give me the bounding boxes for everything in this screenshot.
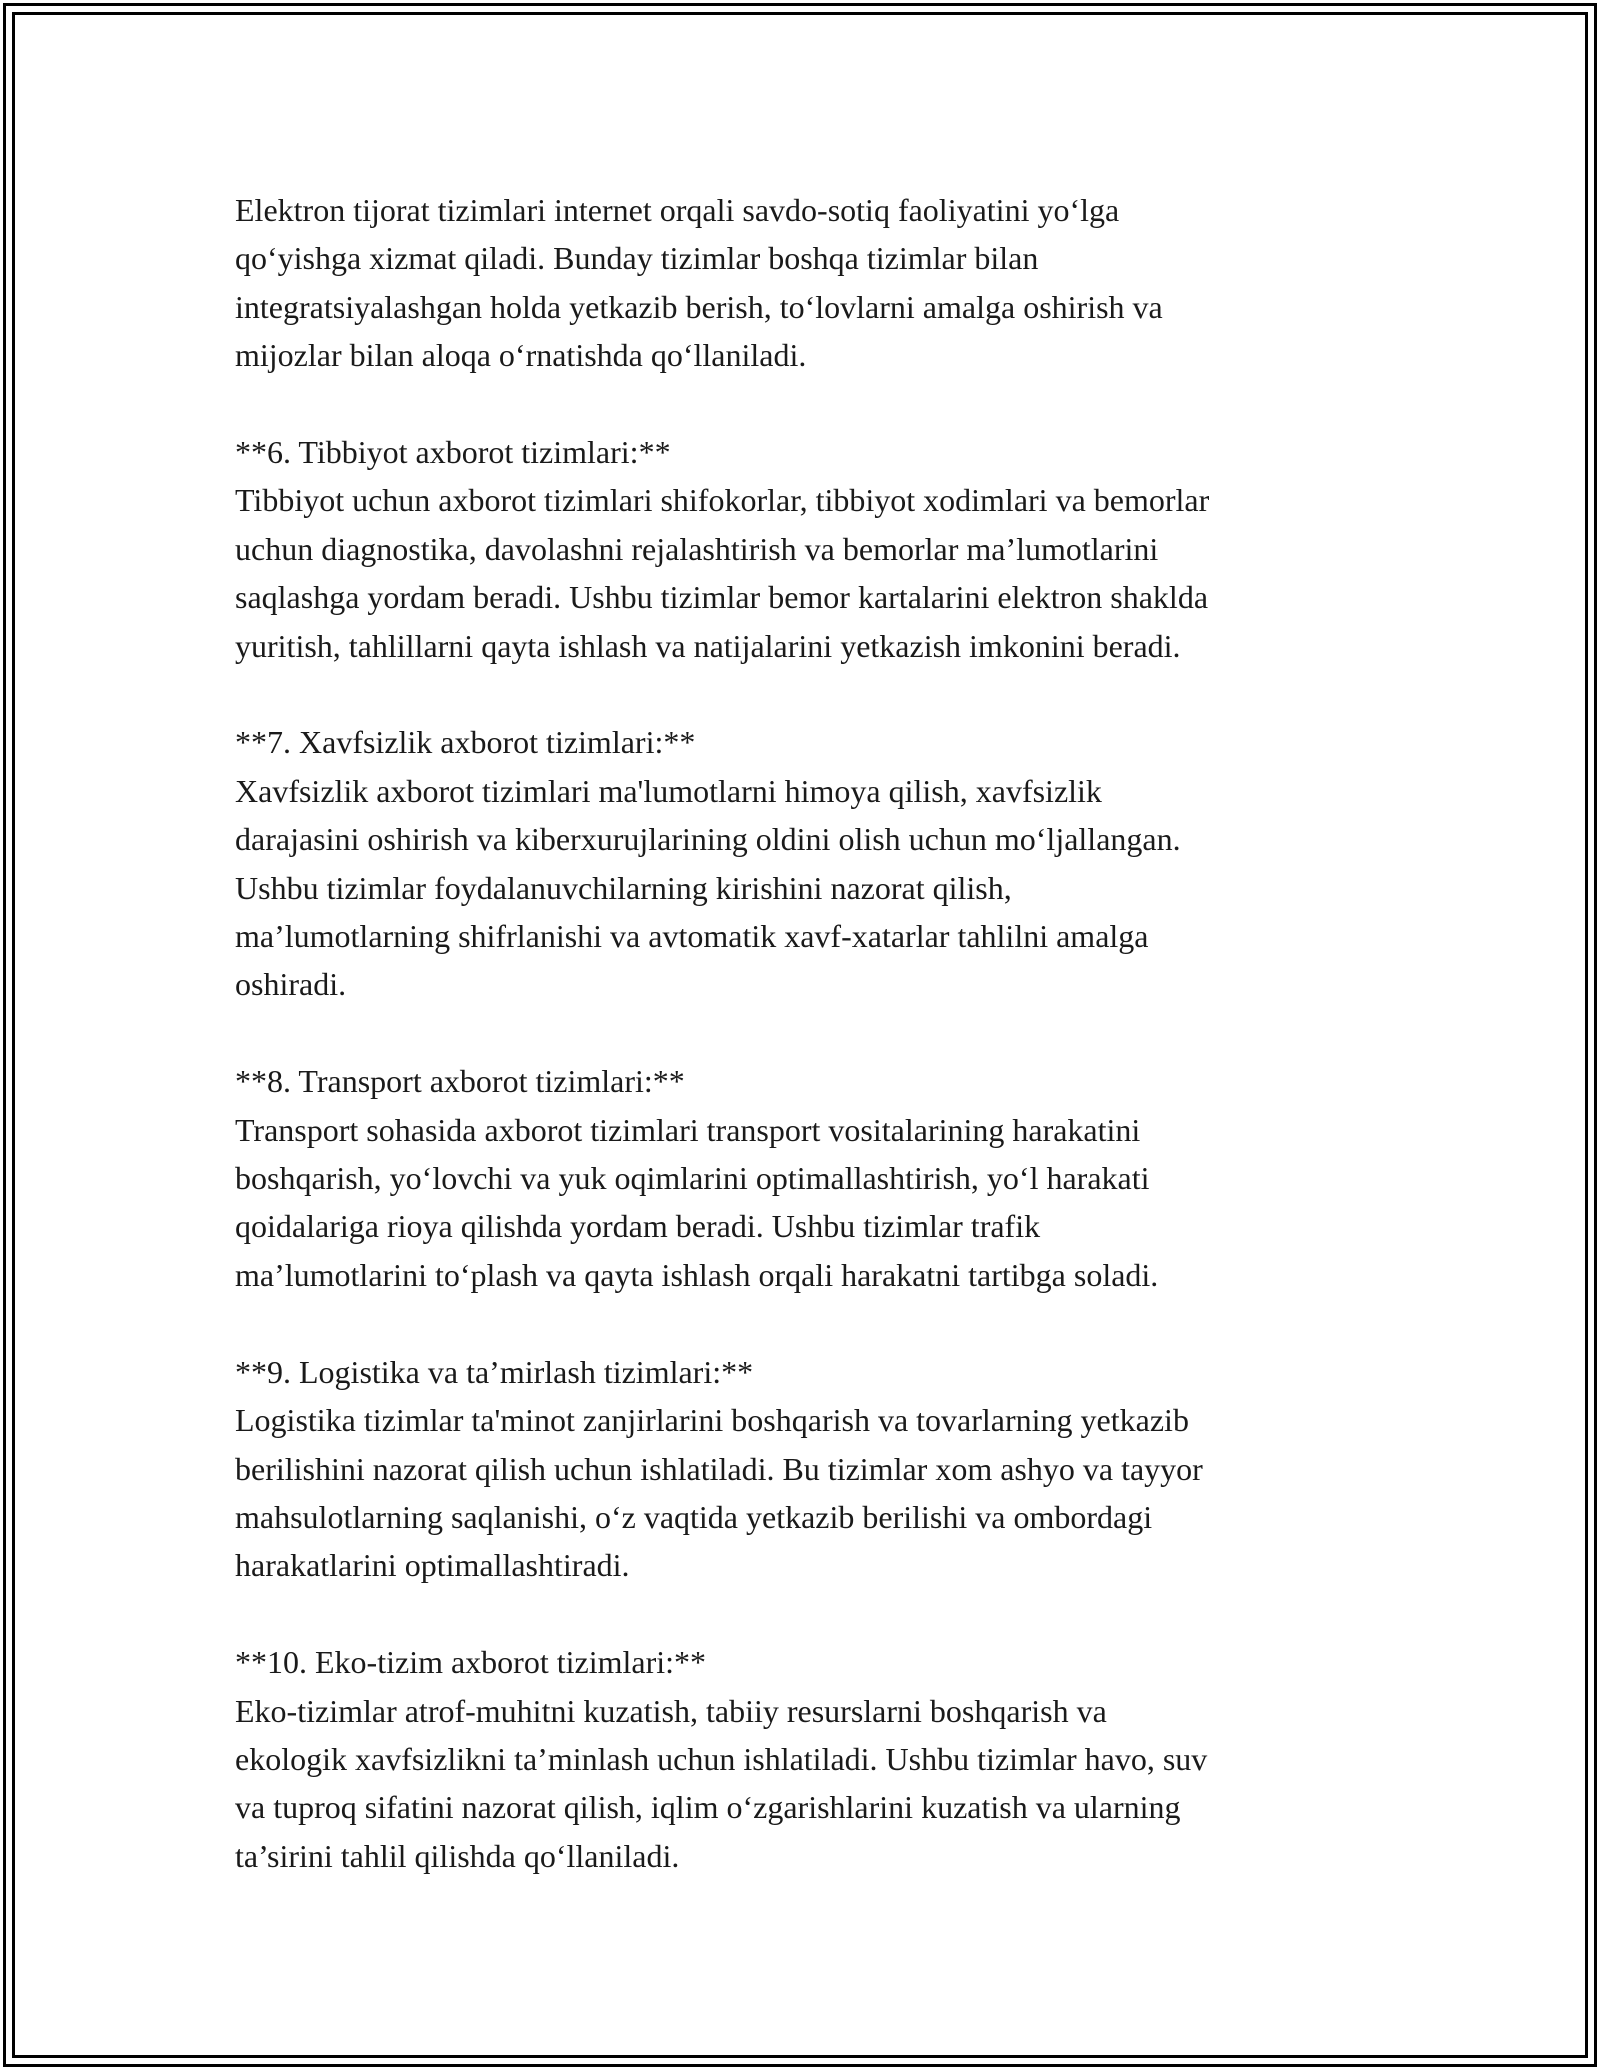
text-line: ma’lumotlarini to‘plash va qayta ishlash orqali harakatni tartibga soladi. xyxy=(235,1256,1159,1293)
text-line: Logistika tizimlar ta'minot zanjirlarini boshqarish va tovarlarning yetkazib xyxy=(235,1402,1189,1439)
text-line: Ushbu tizimlar foydalanuvchilarning kirishini nazorat qilish, xyxy=(235,869,1012,906)
text-line: Eko-tizimlar atrof-muhitni kuzatish, tabiiy resurslarni boshqarish va xyxy=(235,1692,1107,1729)
text-line: oshiradi. xyxy=(235,966,347,1003)
text-line: mijozlar bilan aloqa o‘rnatishda qo‘llaniladi. xyxy=(235,337,807,374)
text-line: uchun diagnostika, davolashni rejalashtirish va bemorlar ma’lumotlarini xyxy=(235,530,1159,567)
section-heading: **8. Transport axborot tizimlari:** xyxy=(235,1063,685,1100)
text-line: berilishini nazorat qilish uchun ishlatiladi. Bu tizimlar xom ashyo va tayyor xyxy=(235,1450,1203,1487)
text-line: qoidalariga rioya qilishda yordam beradi. Ushbu tizimlar trafik xyxy=(235,1208,1041,1245)
section-heading: **7. Xavfsizlik axborot tizimlari:** xyxy=(235,724,696,761)
text-line: Elektron tijorat tizimlari internet orqali savdo-sotiq faoliyatini yo‘lga xyxy=(235,192,1120,228)
section-eko-tizim xyxy=(235,1638,1385,1880)
text-line: mahsulotlarning saqlanishi, o‘z vaqtida yetkazib berilishi va ombordagi xyxy=(235,1498,1153,1535)
text-line: ma’lumotlarning shifrlanishi va avtomatik xavf-xatarlar tahlilni amalga xyxy=(235,918,1149,955)
section-heading: **9. Logistika va ta’mirlash tizimlari:** xyxy=(235,1353,754,1390)
section-transport xyxy=(235,1057,1385,1299)
text-line: Tibbiyot uchun axborot tizimlari shifokorlar, tibbiyot xodimlari va bemorlar xyxy=(235,482,1210,519)
text-line: qo‘yishga xizmat qiladi. Bunday tizimlar boshqa tizimlar bilan xyxy=(235,240,1039,277)
section-heading: **10. Eko-tizim axborot tizimlari:** xyxy=(235,1644,707,1681)
text-line: boshqarish, yo‘lovchi va yuk oqimlarini optimallashtirish, yo‘l harakati xyxy=(235,1160,1150,1197)
text-line: yuritish, tahlillarni qayta ishlash va natijalarini yetkazish imkonini beradi. xyxy=(235,627,1181,664)
text-line: ta’sirini tahlil qilishda qo‘llaniladi. xyxy=(235,1837,680,1874)
document-body xyxy=(235,186,1385,1929)
text-line: ekologik xavfsizlikni ta’minlash uchun ishlatiladi. Ushbu tizimlar havo, suv xyxy=(235,1740,1208,1777)
text-line: saqlashga yordam beradi. Ushbu tizimlar bemor kartalarini elektron shakldа xyxy=(235,579,1209,616)
text-line: Xavfsizlik axborot tizimlari ma'lumotlarni himoya qilish, xavfsizlik xyxy=(235,772,1102,809)
text-line: darajasini oshirish va kiberxurujlarining oldini olish uchun mo‘ljallangan. xyxy=(235,821,1181,858)
text-line: va tuproq sifatini nazorat qilish, iqlim o‘zgarishlarini kuzatish va ularning xyxy=(235,1789,1181,1826)
text-line: harakatlarini optimallashtiradi. xyxy=(235,1547,630,1584)
section-logistika xyxy=(235,1348,1385,1590)
text-line: Transport sohasida axborot tizimlari transport vositalarining harakatini xyxy=(235,1111,1141,1148)
section-heading: **6. Tibbiyot axborot tizimlari:** xyxy=(235,434,671,471)
intro-paragraph xyxy=(235,186,1385,380)
text-line: integratsiyalashgan holda yetkazib berish, to‘lovlarni amalga oshirish va xyxy=(235,288,1163,325)
section-tibbiyot xyxy=(235,428,1385,670)
section-xavfsizlik xyxy=(235,718,1385,1008)
